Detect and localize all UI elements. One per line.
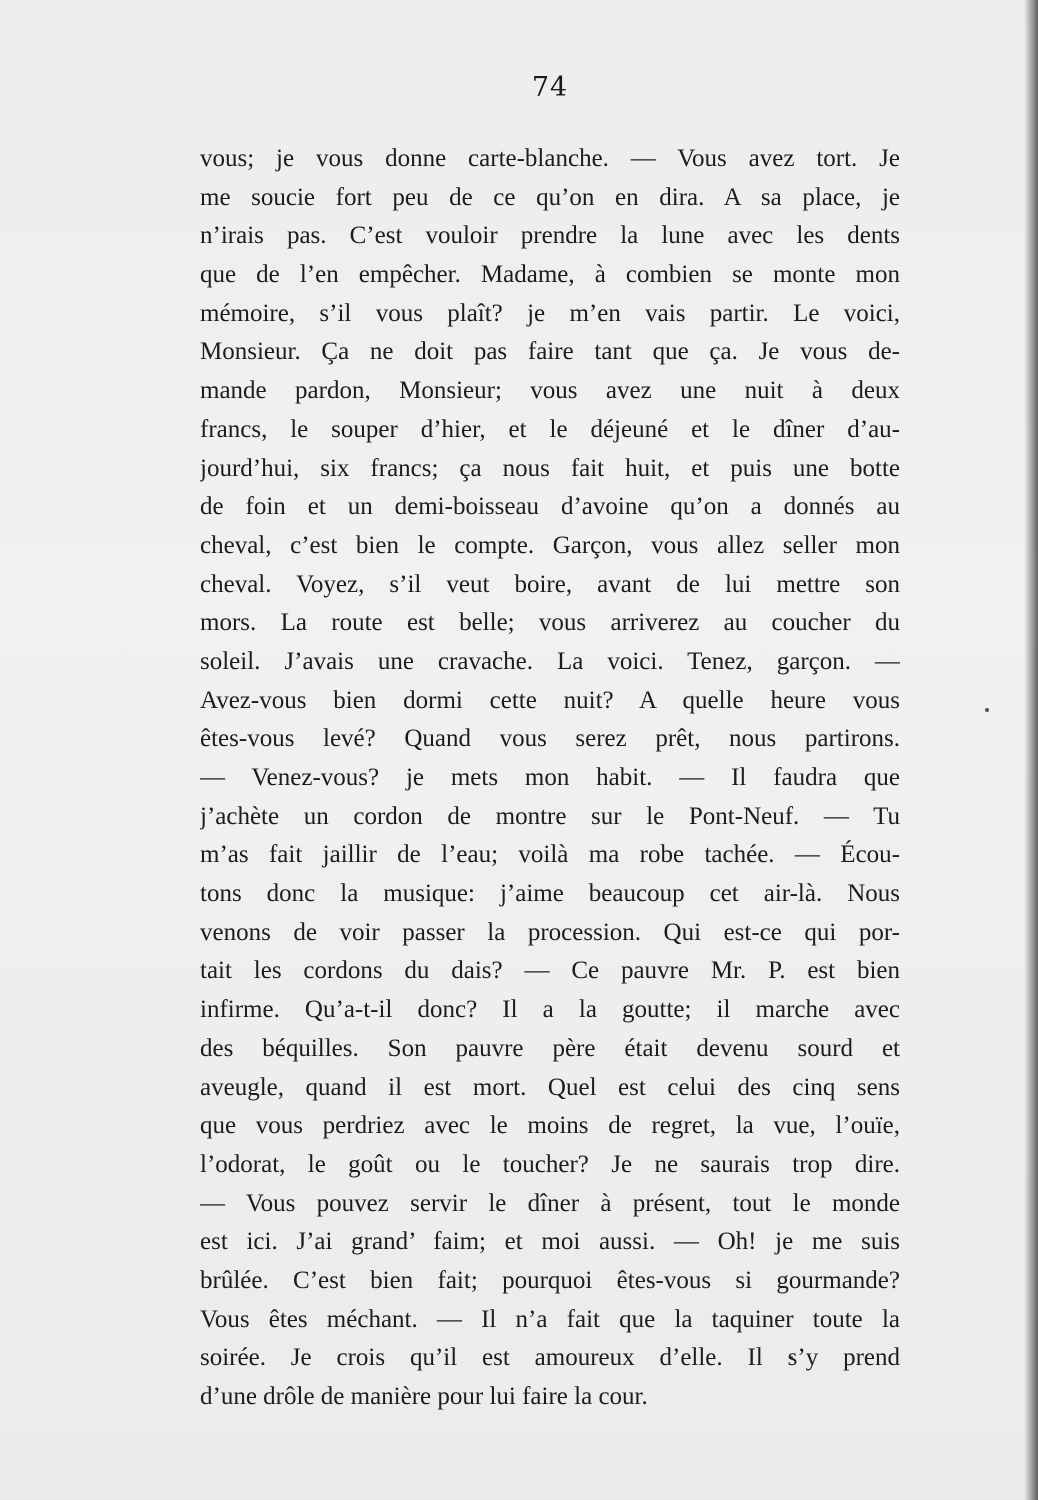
text-line: est ici. J’ai grand’ faim; et moi aussi. — Oh! je me suis — [200, 1228, 900, 1256]
text-line: êtes-vous levé? Quand vous serez prêt, nous partirons. — [200, 725, 900, 753]
text-line: j’achète un cordon de montre sur le Pont-Neuf. — Tu — [200, 802, 900, 830]
text-line: soirée. Je crois qu’il est amoureux d’elle. Il s’y prend — [200, 1344, 900, 1372]
text-line: Monsieur. Ça ne doit pas faire tant que ça. Je vous de- — [200, 338, 900, 366]
text-line: soleil. J’avais une cravache. La voici. Tenez, garçon. — — [200, 647, 900, 675]
text-line: mémoire, s’il vous plaît? je m’en vais partir. Le voici, — [200, 299, 900, 327]
text-line: m’as fait jaillir de l’eau; voilà ma robe tachée. — Écou- — [200, 841, 900, 869]
ink-speck — [985, 708, 989, 712]
text-line: que vous perdriez avec le moins de regret, la vue, l’ouïe, — [200, 1112, 900, 1140]
text-line: — Venez-vous? je mets mon habit. — Il faudra que — [200, 764, 900, 791]
text-line: francs, le souper d’hier, et le déjeuné et le dîner d’au- — [200, 415, 900, 443]
text-line: l’odorat, le goût ou le toucher? Je ne saurais trop dire. — [200, 1150, 900, 1178]
text-line: aveugle, quand il est mort. Quel est celui des cinq sens — [200, 1073, 900, 1101]
text-line: infirme. Qu’a-t-il donc? Il a la goutte; il marche avec — [200, 996, 900, 1024]
text-line: d’une drôle de manière pour lui faire la cour. — [200, 1383, 648, 1410]
text-line: — Vous pouvez servir le dîner à présent, tout le monde — [200, 1189, 900, 1217]
text-line: Avez-vous bien dormi cette nuit? A quelle heure vous — [200, 686, 900, 714]
page-edge-shadow — [1024, 0, 1038, 1500]
text-line: des béquilles. Son pauvre père était devenu sourd et — [200, 1034, 900, 1062]
text-line: que de l’en empêcher. Madame, à combien se monte mon — [200, 261, 900, 289]
text-line: me soucie fort peu de ce qu’on en dira. A sa place, je — [200, 183, 900, 211]
page-number: 74 — [531, 72, 569, 103]
text-line: venons de voir passer la procession. Qui est-ce qui por- — [200, 918, 900, 946]
text-line: vous; je vous donne carte-blanche. — Vous avez tort. Je — [200, 145, 900, 172]
text-line: tait les cordons du dais? — Ce pauvre Mr. P. est bien — [200, 957, 900, 985]
text-line: n’irais pas. C’est vouloir prendre la lune avec les dents — [200, 222, 900, 250]
text-line: cheval, c’est bien le compte. Garçon, vous allez seller mon — [200, 531, 900, 559]
text-line: brûlée. C’est bien fait; pourquoi êtes-vous si gourmande? — [200, 1266, 900, 1294]
text-line: cheval. Voyez, s’il veut boire, avant de lui mettre son — [200, 570, 900, 598]
text-line: Vous êtes méchant. — Il n’a fait que la taquiner toute la — [200, 1305, 900, 1333]
text-line: mande pardon, Monsieur; vous avez une nuit à deux — [200, 377, 900, 405]
text-line: de foin et un demi-boisseau d’avoine qu’on a donnés au — [200, 493, 900, 521]
text-line: jourd’hui, six francs; ça nous fait huit, et puis une botte — [200, 454, 900, 482]
text-line: mors. La route est belle; vous arriverez au coucher du — [200, 609, 900, 637]
text-line: tons donc la musique: j’aime beaucoup cet air-là. Nous — [200, 880, 900, 908]
body-text — [200, 140, 900, 1417]
